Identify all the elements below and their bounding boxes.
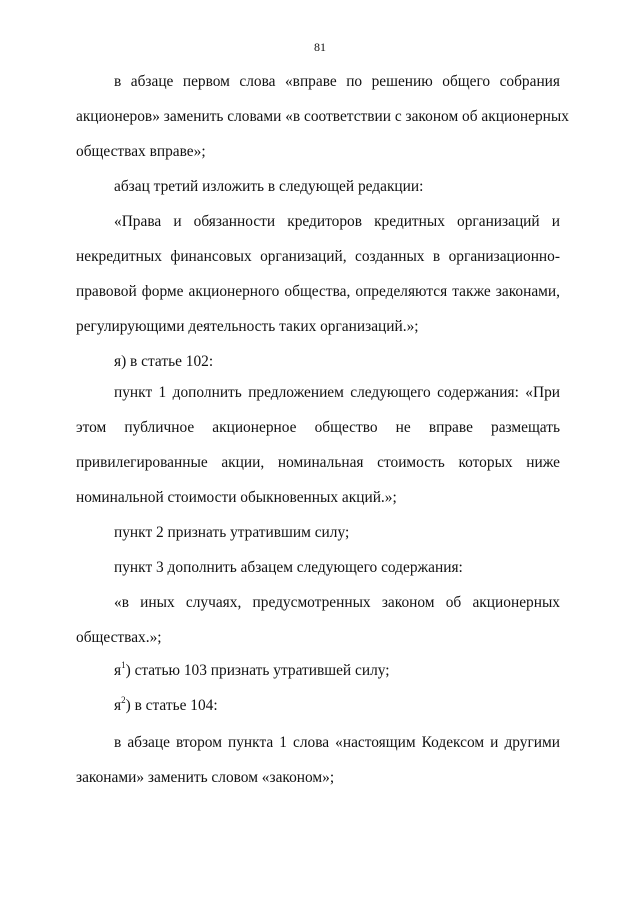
text-line: правовой форме акционерного общества, определяются также законами, [76,283,560,300]
text-line: в абзаце первом слова «вправе по решению общего собрания [114,73,560,90]
text-line [114,696,560,716]
text-line: законами» заменить словом «законом»; [76,769,335,786]
text-line: обществах.»; [76,629,162,646]
text-line: «в иных случаях, предусмотренных законом об акционерных [114,594,560,611]
item-text: ) статью 103 признать утратившей силу; [125,662,390,679]
text-line [114,661,560,681]
text-line: обществах вправе»; [76,143,206,160]
item-letter: я [114,697,122,714]
text-line: абзац третий изложить в следующей редакции: [114,178,424,195]
text-line: номинальной стоимости обыкновенных акций.»; [76,489,397,506]
text-line: «Права и обязанности кредиторов кредитных организаций и [114,213,560,230]
text-line: регулирующими деятельность таких организаций.»; [76,318,419,335]
superscript: 1 [121,659,126,670]
item-text: ) в статье 104: [125,697,218,714]
text-line: пункт 1 дополнить предложением следующего содержания: «При [114,384,560,401]
page-number: 81 [314,40,326,54]
text-line: в абзаце втором пункта 1 слова «настоящим Кодексом и другими [114,734,560,751]
text-line: привилегированные акции, номинальная стоимость которых ниже [76,454,560,471]
text-line: пункт 3 дополнить абзацем следующего содержания: [114,559,463,576]
item-letter: я [114,662,122,679]
text-line: я) в статье 102: [114,353,214,370]
text-line: этом публичное акционерное общество не вправе размещать [76,419,560,436]
superscript: 2 [121,694,126,705]
text-line: пункт 2 признать утратившим силу; [114,524,350,541]
text-line: некредитных финансовых организаций, созданных в организационно- [76,248,560,265]
text-line: акционеров» заменить словами «в соответствии с законом об акционерных [76,108,569,125]
